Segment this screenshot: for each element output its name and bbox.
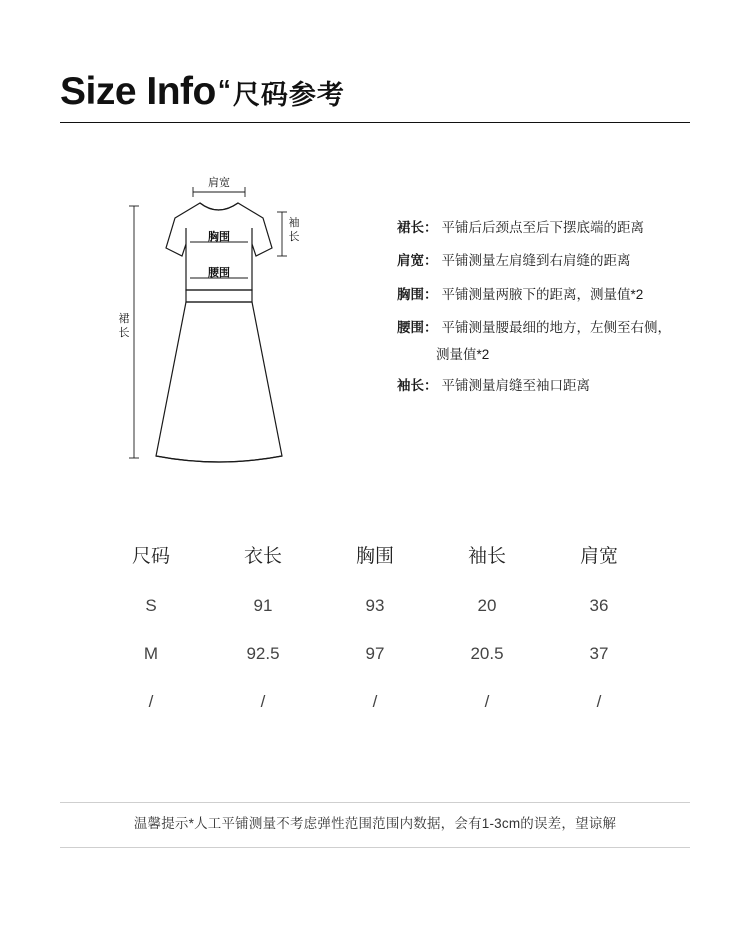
- definition-colon: ：: [424, 319, 438, 335]
- column-header-shoulder: 肩宽: [579, 546, 618, 567]
- definition-term: 腰围: [397, 319, 424, 335]
- definition-term: 胸围: [397, 286, 424, 302]
- cell-shoulder: /: [596, 692, 602, 711]
- cell-length: 91: [253, 596, 273, 615]
- cell-shoulder: 36: [589, 596, 609, 615]
- cell-sleeve: 20.5: [470, 644, 504, 663]
- title-row: [60, 70, 690, 114]
- page-title-en: Size Info: [60, 70, 216, 113]
- cell-bust: 93: [365, 596, 385, 615]
- definition-item: [380, 318, 710, 338]
- size-table-body: [95, 582, 655, 726]
- page-title-cn: 尺码参考: [232, 80, 345, 110]
- table-row: [95, 678, 655, 726]
- definition-desc-continued: 测量值*2: [436, 347, 490, 362]
- quote-mark: “: [217, 74, 231, 104]
- label-shoulder: 肩宽: [208, 177, 230, 189]
- label-bust: 胸围: [208, 231, 230, 243]
- definition-desc: 平铺测量腰最细的地方，左侧至右侧，: [441, 319, 671, 335]
- definition-desc: 平铺测量左肩缝到右肩缝的距离: [441, 253, 631, 269]
- definition-colon: ：: [424, 378, 438, 393]
- cell-sleeve: 20: [477, 596, 497, 615]
- definition-item: [380, 251, 710, 271]
- column-header-length: 衣长: [243, 546, 282, 567]
- table-header-row: [95, 540, 655, 582]
- label-waist: 腰围: [208, 267, 230, 279]
- column-header-size: 尺码: [131, 546, 170, 567]
- cell-bust: 97: [365, 644, 385, 663]
- label-sleeve-length: 袖: [288, 217, 300, 229]
- cell-length: 92.5: [246, 644, 280, 663]
- note-divider-top: [60, 802, 690, 803]
- definition-term: 裙长: [397, 220, 424, 235]
- cell-sleeve: /: [484, 692, 490, 711]
- definition-colon: ：: [424, 253, 438, 269]
- header-divider: [60, 122, 690, 123]
- table-row: [95, 582, 655, 630]
- definition-desc: 平铺后后颈点至后下摆底端的距离: [441, 220, 644, 235]
- definition-item: [380, 376, 710, 396]
- cell-length: /: [260, 692, 266, 711]
- definition-desc: 平铺测量肩缝至袖口距离: [441, 378, 590, 393]
- table-row: [95, 630, 655, 678]
- label-dress-length-2: 长: [118, 327, 130, 339]
- size-table: [95, 540, 655, 726]
- cell-shoulder: 37: [589, 644, 609, 663]
- definition-item: [380, 218, 710, 238]
- cell-size: /: [148, 692, 154, 711]
- cell-size: S: [145, 596, 157, 615]
- measurement-definitions: [380, 218, 710, 409]
- label-dress-length: 裙: [118, 313, 130, 325]
- cell-bust: /: [372, 692, 378, 711]
- column-header-bust: 胸围: [355, 546, 394, 567]
- definition-colon: ：: [424, 286, 438, 302]
- label-sleeve-length-2: 长: [288, 231, 300, 243]
- column-header-sleeve: 袖长: [467, 546, 506, 567]
- garment-diagram: [100, 170, 350, 490]
- cell-size: M: [143, 644, 159, 663]
- size-table-head: [95, 540, 655, 582]
- definition-term: 肩宽: [397, 253, 424, 269]
- note-divider-bottom: [60, 847, 690, 848]
- footer-note: 温馨提示*人工平铺测量不考虑弹性范围范围内数据，会有1-3cm的误差，望谅解: [133, 816, 617, 831]
- definition-colon: ：: [424, 220, 438, 235]
- definition-term: 袖长: [397, 378, 424, 393]
- definition-item: [380, 285, 710, 305]
- page-header: [60, 70, 690, 123]
- definition-desc: 平铺测量两腋下的距离，测量值*2: [441, 286, 644, 302]
